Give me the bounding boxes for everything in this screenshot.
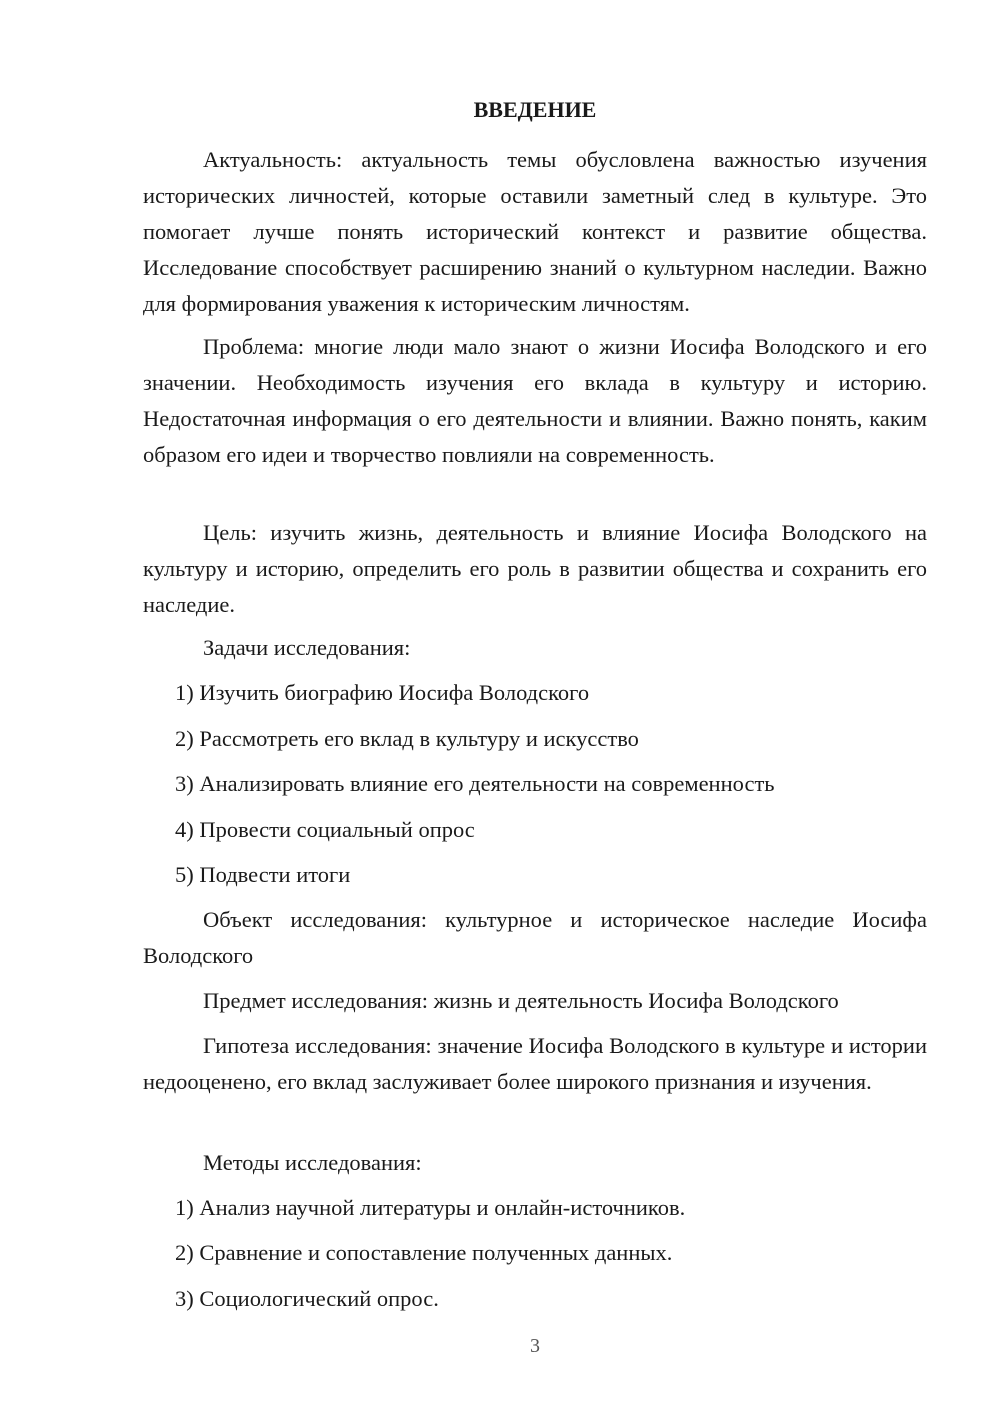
method-item-1: 1) Анализ научной литературы и онлайн-источников.: [175, 1195, 686, 1220]
method-item-3: 3) Социологический опрос.: [175, 1286, 439, 1311]
task-item-5: 5) Подвести итоги: [175, 862, 351, 887]
subject-paragraph: Предмет исследования: жизнь и деятельность Иосифа Володского: [203, 988, 839, 1013]
hypothesis-paragraph: Гипотеза исследования: значение Иосифа Володского в культуре и истории недооценено, его вклад заслуживает более широкого признания и изучения.: [143, 1033, 927, 1094]
problem-paragraph: Проблема: многие люди мало знают о жизни Иосифа Володского и его значении. Необходимость изучения его вклада в культуру и историю. Недостаточная информация о его деятельности и влиянии. Важно понять, каким образом его идеи и творчество повлияли на современность.: [143, 334, 927, 467]
object-paragraph: Объект исследования: культурное и историческое наследие Иосифа Володского: [143, 907, 927, 968]
task-item-4: 4) Провести социальный опрос: [175, 817, 475, 842]
relevance-paragraph: Актуальность: актуальность темы обусловлена важностью изучения исторических личностей, которые оставили заметный след в культуре. Это помогает лучше понять исторический контекст и развитие общества. Исследование способствует расширению знаний о культурном наследии. Важно для формирования уважения к историческим личностям.: [143, 147, 927, 316]
task-item-1: 1) Изучить биографию Иосифа Володского: [175, 680, 590, 705]
task-item-2: 2) Рассмотреть его вклад в культуру и искусство: [175, 726, 639, 751]
page-number: 3: [530, 1335, 540, 1357]
method-item-2: 2) Сравнение и сопоставление полученных данных.: [175, 1240, 673, 1265]
section-title: ВВЕДЕНИЕ: [473, 97, 597, 122]
tasks-heading: Задачи исследования:: [203, 635, 411, 660]
task-item-3: 3) Анализировать влияние его деятельности на современность: [175, 771, 775, 796]
goal-paragraph: Цель: изучить жизнь, деятельность и влияние Иосифа Володского на культуру и историю, определить его роль в развитии общества и сохранить его наследие.: [143, 520, 927, 617]
methods-heading: Методы исследования:: [203, 1150, 422, 1175]
